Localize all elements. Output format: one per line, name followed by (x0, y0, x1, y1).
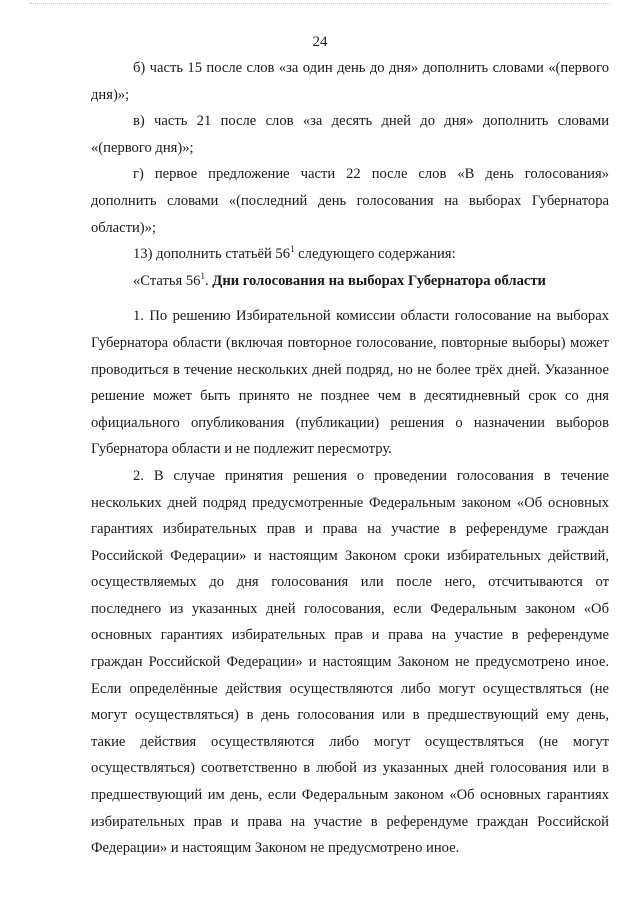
clause-1: 1. По решению Избирательной комиссии области голосование на выборах Губернатора области (включая повторное голосование, повторные выборы) может проводиться в течение нескольких дней подряд, но не более трёх дней. Указанное решение может быть принято не позднее чем в десятидневный срок со дня официального опубликования (публикации) решения о назначении выборов Губернатора области и не подлежит пересмотру. (91, 308, 609, 458)
paragraph-13-text: 13) дополнить статьёй 56 (133, 246, 291, 263)
page-number: 24 (312, 34, 328, 50)
paragraph-13-superscript: 1 (290, 244, 295, 255)
article-heading-prefix: «Статья 56 (133, 272, 201, 289)
article-heading-title: Дни голосования на выборах Губернатора области (212, 272, 546, 289)
clause-2: 2. В случае принятия решения о проведении голосования в течение нескольких дней подряд предусмотренные Федеральным законом «Об основных гарантиях избирательных прав и права на участие в референдуме граждан Российской Федерации» и настоящим Законом сроки избирательных действий, осуществляемых до дня голосования или после него, отсчитываются от последнего из указанных дней голосования, если Федеральным законом «Об основных гарантиях избирательных прав и права на участие в референдуме граждан Российской Федерации» и настоящим Законом не предусмотрено иное. Если определённые действия осуществляются либо могут осуществляться (не могут осуществляться) в день голосования или в предшествующий ему день, такие действия осуществляются либо могут осуществляться (не могут осуществляться) соответственно в любой из указанных дней голосования или в предшествующий им день, если Федеральным законом «Об основных гарантиях избирательных прав и права на участие в референдуме граждан Российской Федерации» и настоящим Законом не предусмотрено иное. (91, 467, 609, 857)
paragraph-13-tail: следующего содержания: (294, 246, 456, 263)
article-heading (91, 268, 609, 295)
scan-edge-marks (30, 3, 610, 6)
paragraph-g: г) первое предложение части 22 после слов «В день голосования» дополнить словами «(последний день голосования на выборах Губернатора области)»; (91, 166, 609, 236)
article-heading-superscript: 1 (200, 270, 205, 281)
document-body (91, 55, 609, 862)
paragraph-13 (91, 241, 609, 268)
article-heading-dot: . (204, 272, 213, 289)
paragraph-b: б) часть 15 после слов «за один день до дня» дополнить словами «(первого дня)»; (91, 60, 609, 103)
paragraph-v: в) часть 21 после слов «за десять дней до дня» дополнить словами «(первого дня)»; (91, 113, 609, 156)
